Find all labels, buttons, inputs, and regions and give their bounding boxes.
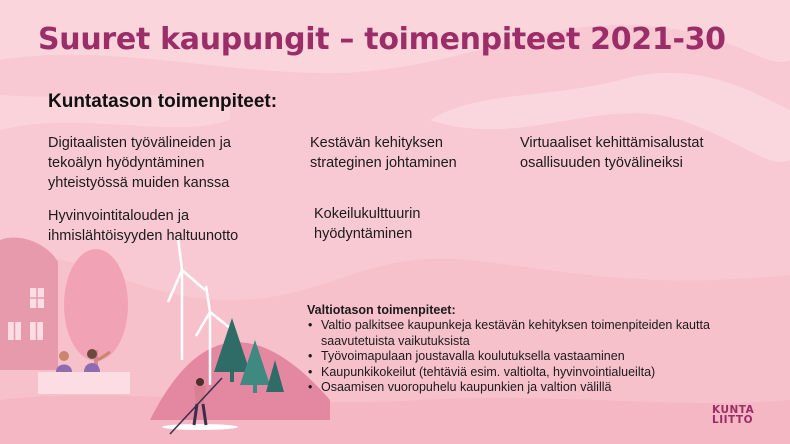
municipal-item: Kestävän kehityksen strateginen johtaminen — [310, 135, 457, 171]
municipal-section-heading: Kuntatason toimenpiteet: — [48, 91, 278, 112]
list-item: • Kaupunkikokeilut (tehtäviä esim. valtiolta, hyvinvointialueilta) — [321, 365, 777, 381]
state-measures-box — [307, 303, 777, 396]
municipal-item: Virtuaaliset kehittämisalustat osallisuuden työvälineiksi — [520, 135, 704, 171]
municipal-item: Hyvinvointitalouden ja ihmislähtöisyyden haltuunotto — [48, 208, 239, 244]
kuntaliitto-logo: KUNTA LIITTO — [712, 404, 755, 426]
list-item: • Osaamisen vuoropuhelu kaupunkien ja valtion välillä — [321, 380, 777, 396]
slide-title: Suuret kaupungit – toimenpiteet 2021-30 — [38, 22, 726, 57]
list-item: • Valtio palkitsee kaupunkeja kestävän kehityksen toimenpiteiden kautta saavutetuista vaikutuksista — [321, 318, 777, 349]
list-item: • Työvoimapulaan joustavalla koulutuksella vastaaminen — [321, 349, 777, 365]
house-illustration — [0, 237, 58, 370]
state-measures-list — [307, 318, 777, 396]
state-section-heading: Valtiotason toimenpiteet: — [307, 303, 456, 317]
municipal-item: Digitaalisten työvälineiden ja tekoälyn hyödyntäminen yhteistyössä muiden kanssa — [48, 135, 231, 191]
municipal-item: Kokeilukulttuurin hyödyntäminen — [314, 206, 421, 242]
